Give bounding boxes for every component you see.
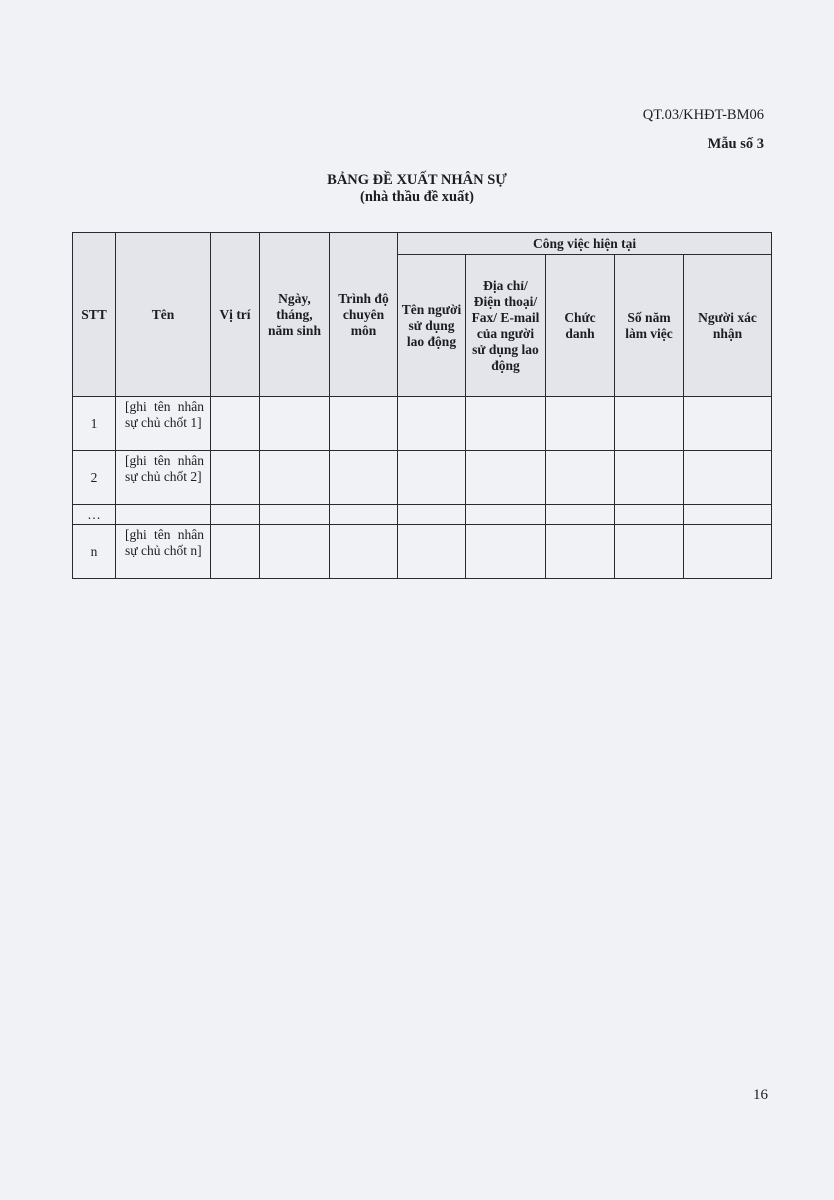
form-number: Mẫu số 3 [707,136,764,152]
cell-name: [ghi tên nhân sự chủ chốt 1] [116,397,211,451]
cell-empty [466,397,546,451]
cell-empty [684,397,772,451]
table-row [73,451,772,505]
cell-empty [211,505,260,525]
cell-empty [466,505,546,525]
cell-empty [615,451,684,505]
cell-empty [684,451,772,505]
cell-empty [330,505,398,525]
cell-stt: 1 [73,397,116,451]
table-row [73,397,772,451]
header-stt: STT [73,233,116,397]
personnel-table [72,232,772,579]
page-number: 16 [753,1087,768,1103]
cell-empty [466,451,546,505]
cell-empty [211,525,260,579]
cell-empty [615,525,684,579]
cell-empty [546,525,615,579]
cell-empty [398,525,466,579]
cell-name: [ghi tên nhân sự chủ chốt 2] [116,451,211,505]
header-qualification: Trình độ chuyên môn [330,233,398,397]
cell-empty [260,451,330,505]
cell-empty [260,397,330,451]
cell-empty [260,525,330,579]
header-current-job: Công việc hiện tại [398,233,772,255]
title-sub: (nhà thầu đề xuất) [359,189,474,205]
header-position: Vị trí [211,233,260,397]
title-main: BẢNG ĐỀ XUẤT NHÂN SỰ [327,172,507,188]
cell-empty [684,525,772,579]
cell-stt: … [73,505,116,525]
cell-empty [330,397,398,451]
header-employer-contact: Địa chỉ/ Điện thoại/ Fax/ E-mail của người sử dụng lao động [466,255,546,397]
document-code: QT.03/KHĐT-BM06 [642,107,764,123]
cell-empty [398,505,466,525]
cell-empty [211,397,260,451]
cell-empty [615,397,684,451]
header-dob: Ngày, tháng, năm sinh [260,233,330,397]
cell-stt: n [73,525,116,579]
cell-empty [398,451,466,505]
cell-name: [ghi tên nhân sự chủ chốt n] [116,525,211,579]
header-title: Chức danh [546,255,615,397]
cell-name [116,505,211,525]
header-name: Tên [116,233,211,397]
header-employer-name: Tên người sử dụng lao động [398,255,466,397]
cell-empty [466,525,546,579]
table-row [73,525,772,579]
cell-empty [546,397,615,451]
cell-empty [398,397,466,451]
cell-empty [211,451,260,505]
cell-stt: 2 [73,451,116,505]
cell-empty [615,505,684,525]
header-years: Số năm làm việc [615,255,684,397]
header-verifier: Người xác nhận [684,255,772,397]
cell-empty [330,525,398,579]
cell-empty [260,505,330,525]
document-title [0,172,834,206]
cell-empty [546,451,615,505]
table-row [73,505,772,525]
cell-empty [330,451,398,505]
cell-empty [684,505,772,525]
cell-empty [546,505,615,525]
